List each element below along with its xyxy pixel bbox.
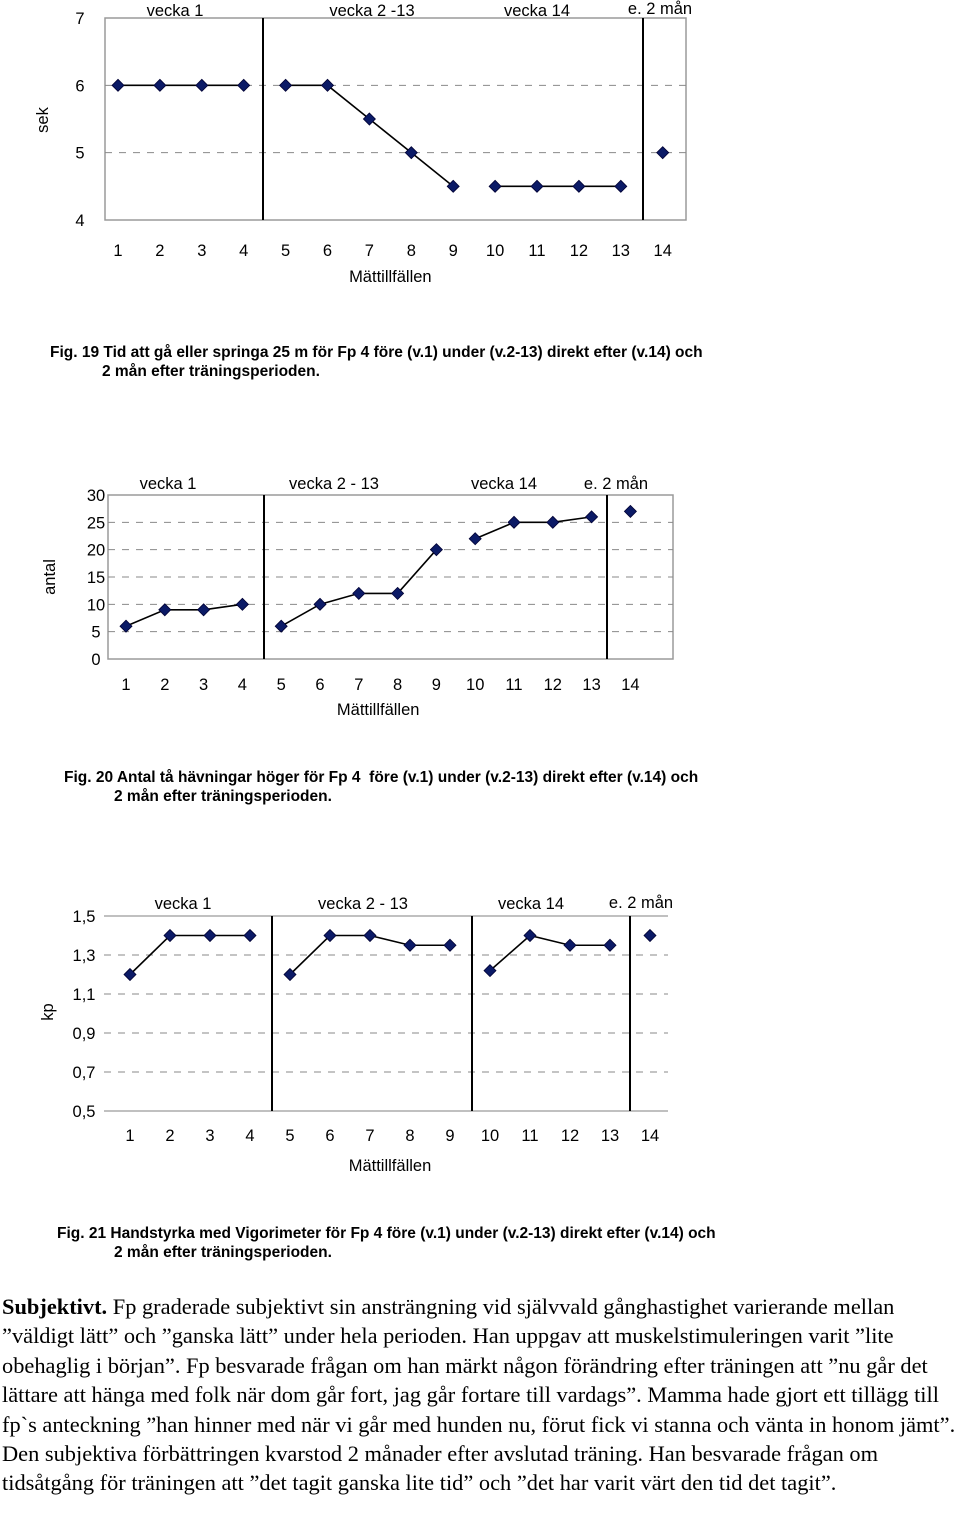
data-point-marker <box>624 505 636 517</box>
period-label: vecka 14 <box>470 475 538 493</box>
chart-fig20-svg <box>0 460 960 730</box>
data-point-marker <box>564 939 576 951</box>
x-tick-label: 11 <box>505 676 523 694</box>
period-label: vecka 14 <box>497 895 565 913</box>
x-tick-label: 7 <box>354 676 364 694</box>
x-axis-label: Mättillfällen <box>336 701 420 719</box>
period-label: vecka 1 <box>154 895 212 913</box>
x-tick-label: 8 <box>406 242 416 260</box>
subjective-paragraph <box>2 1292 958 1498</box>
caption-fig20-line2: 2 mån efter träningsperioden. <box>114 788 332 805</box>
series-line-segment <box>490 936 610 971</box>
caption-fig21-line2: 2 mån efter träningsperioden. <box>114 1244 332 1261</box>
x-tick-label: 13 <box>611 242 630 260</box>
y-tick-label: 1,1 <box>72 986 96 1004</box>
data-point-marker <box>198 604 210 616</box>
x-tick-label: 9 <box>431 676 441 694</box>
x-tick-label: 12 <box>569 242 589 260</box>
data-point-marker <box>573 180 585 192</box>
chart-fig21-svg <box>0 880 960 1180</box>
caption-fig19 <box>50 343 703 381</box>
x-tick-label: 9 <box>448 242 458 260</box>
y-tick-label: 10 <box>86 596 106 615</box>
x-tick-label: 12 <box>560 1127 580 1145</box>
period-label: e. 2 mån <box>583 475 649 493</box>
x-tick-label: 14 <box>621 676 640 694</box>
y-tick-label: 25 <box>86 514 106 533</box>
x-tick-label: 10 <box>485 242 505 260</box>
period-label: e. 2 mån <box>608 894 674 912</box>
x-tick-label: 13 <box>582 676 601 694</box>
x-tick-label: 1 <box>113 242 123 260</box>
data-point-marker <box>531 180 543 192</box>
data-point-marker <box>154 79 166 91</box>
x-tick-label: 4 <box>239 242 249 260</box>
x-tick-label: 14 <box>653 242 672 260</box>
y-axis-label: kp <box>39 1003 57 1021</box>
y-tick-label: 0,9 <box>72 1025 96 1043</box>
data-point-marker <box>644 930 656 942</box>
x-tick-label: 3 <box>197 242 207 260</box>
data-point-marker <box>314 598 326 610</box>
x-tick-label: 11 <box>521 1127 539 1145</box>
x-tick-label: 8 <box>393 676 403 694</box>
data-point-marker <box>489 180 501 192</box>
paragraph-text: Fp graderade subjektivt sin ansträngning vid självvald gånghastighet varierande mellan ”väldigt lätt” och ”ganska lätt” under hela perioden. Han uppgav att muskelstimuleringen varit ”lite obehaglig i början”. Fp besvarade frågan om han märkt någon förändring efter träningen att ”nu går det lättare att hänga med folk när dom går fort, jag går fortare till vardags”. Mamma hade gjort ett tillägg till fp`s anteckning ”han hinner med när vi går med hunden nu, förut fick vi stanna och vänta in honom jämt”. Den subjektiva förbättringen kvarstod 2 månader efter avslutad träning. Han besvarade frågan om tidsåtgång för träningen att ”det tagit ganska lite tid” och ”det har varit värt den tid det tagit”. <box>2 1294 956 1496</box>
caption-fig20 <box>64 768 698 806</box>
data-point-marker <box>657 147 669 159</box>
x-tick-label: 12 <box>543 676 562 694</box>
y-tick-label: 5 <box>75 144 85 163</box>
period-label: vecka 1 <box>146 2 204 20</box>
data-point-marker <box>604 939 616 951</box>
x-tick-label: 10 <box>466 676 485 694</box>
x-tick-label: 3 <box>199 676 209 694</box>
x-tick-label: 1 <box>125 1127 135 1145</box>
y-tick-label: 1,3 <box>72 947 96 965</box>
period-label: e. 2 mån <box>627 0 693 18</box>
x-tick-label: 13 <box>600 1127 620 1145</box>
chart-fig19-svg <box>0 0 960 300</box>
x-tick-label: 5 <box>281 242 291 260</box>
x-tick-label: 11 <box>528 242 546 260</box>
x-tick-label: 6 <box>322 242 333 260</box>
x-tick-label: 4 <box>237 676 247 694</box>
data-point-marker <box>120 620 132 632</box>
y-tick-label: 6 <box>75 77 85 96</box>
series-line-segment <box>475 517 591 539</box>
data-point-marker <box>204 930 216 942</box>
data-point-marker <box>469 533 481 545</box>
series-line-segment <box>286 85 454 186</box>
x-tick-label: 7 <box>364 242 374 260</box>
x-tick-label: 14 <box>640 1127 660 1145</box>
data-point-marker <box>159 604 171 616</box>
x-axis-label: Mättillfällen <box>349 268 432 286</box>
x-tick-label: 9 <box>445 1127 455 1145</box>
data-point-marker <box>615 180 627 192</box>
y-tick-label: 1,5 <box>72 908 96 926</box>
y-tick-label: 4 <box>75 212 85 230</box>
x-tick-label: 6 <box>315 676 325 694</box>
y-tick-label: 5 <box>91 623 101 642</box>
chart-fig20 <box>0 460 960 730</box>
chart-fig21 <box>0 880 960 1180</box>
y-tick-label: 15 <box>86 569 106 587</box>
data-point-marker <box>112 79 124 91</box>
x-tick-label: 2 <box>165 1127 175 1145</box>
y-axis-label: sek <box>34 107 52 133</box>
x-tick-label: 8 <box>405 1127 415 1145</box>
data-point-marker <box>196 79 208 91</box>
x-axis-label: Mättillfällen <box>348 1157 432 1175</box>
period-label: vecka 1 <box>139 475 197 493</box>
data-point-marker <box>547 516 559 528</box>
caption-fig19-line1: Fig. 19 Tid att gå eller springa 25 m för Fp 4 före (v.1) under (v.2-13) direkt efter (v.14) och <box>50 344 703 361</box>
period-label: vecka 14 <box>503 2 571 20</box>
period-label: vecka 2 - 13 <box>318 895 408 913</box>
x-tick-label: 7 <box>365 1127 375 1145</box>
caption-fig21-line1: Fig. 21 Handstyrka med Vigorimeter för Fp 4 före (v.1) under (v.2-13) direkt efter (v.14) och <box>57 1225 716 1242</box>
data-point-marker <box>364 930 376 942</box>
y-tick-label: 20 <box>86 541 106 560</box>
data-point-marker <box>444 939 456 951</box>
period-label: vecka 2 -13 <box>329 2 415 20</box>
data-point-marker <box>404 939 416 951</box>
data-point-marker <box>236 598 248 610</box>
y-tick-label: 7 <box>75 10 85 28</box>
x-tick-label: 5 <box>276 676 286 694</box>
x-tick-label: 2 <box>155 242 165 260</box>
y-tick-label: 0,5 <box>72 1103 96 1121</box>
x-tick-label: 5 <box>285 1127 295 1145</box>
x-tick-label: 2 <box>160 676 170 694</box>
x-tick-label: 4 <box>245 1127 255 1145</box>
data-point-marker <box>244 930 256 942</box>
data-point-marker <box>353 587 365 599</box>
x-tick-label: 10 <box>480 1127 500 1145</box>
y-tick-label: 0,7 <box>72 1064 96 1082</box>
data-point-marker <box>275 620 287 632</box>
y-axis-label: antal <box>41 559 59 595</box>
period-label: vecka 2 - 13 <box>289 475 379 493</box>
plot-area-border <box>105 18 686 220</box>
x-tick-label: 3 <box>205 1127 215 1145</box>
series-line-segment <box>126 604 242 626</box>
caption-fig21 <box>57 1224 716 1262</box>
caption-fig20-line1: Fig. 20 Antal tå hävningar höger för Fp 4 före (v.1) under (v.2-13) direkt efter (v.14) och <box>64 769 699 786</box>
data-point-marker <box>508 516 520 528</box>
data-point-marker <box>586 511 598 523</box>
x-tick-label: 6 <box>325 1127 335 1145</box>
paragraph-lead: Subjektivt. <box>2 1294 108 1319</box>
caption-fig19-line2: 2 mån efter träningsperioden. <box>102 363 320 380</box>
y-tick-label: 30 <box>86 487 106 505</box>
data-point-marker <box>238 79 250 91</box>
data-point-marker <box>280 79 292 91</box>
y-tick-label: 0 <box>91 651 101 669</box>
chart-fig19 <box>0 0 960 300</box>
x-tick-label: 1 <box>121 676 131 694</box>
